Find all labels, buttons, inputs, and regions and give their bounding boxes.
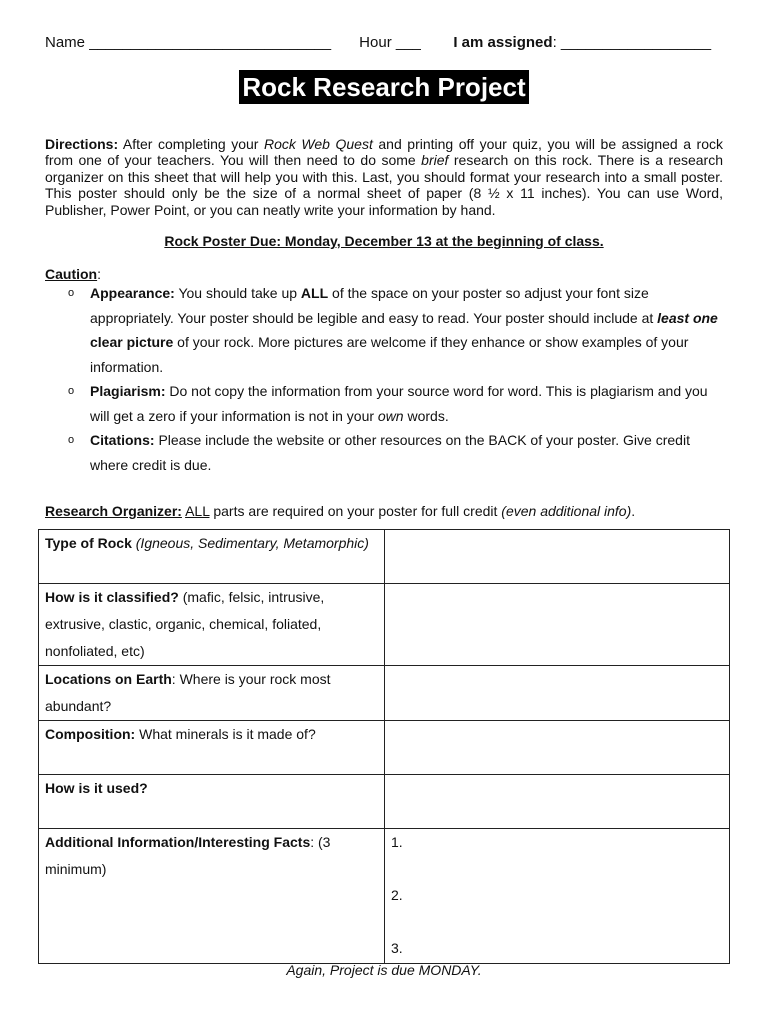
caution-item-emphasis: clear picture	[90, 334, 174, 350]
caution-item-text: words.	[403, 407, 449, 424]
directions-label: Directions:	[45, 136, 119, 152]
table-row	[39, 721, 730, 775]
answer-cell-type[interactable]	[385, 530, 730, 584]
due-date: Rock Poster Due: Monday, December 13 at the beginning of class.	[164, 233, 604, 249]
research-organizer-table	[38, 529, 730, 964]
row-label: How is it used?	[45, 780, 148, 796]
row-label: Locations on Earth	[45, 671, 172, 687]
page-title: Rock Research Project	[239, 70, 528, 104]
name-label: Name	[45, 34, 86, 51]
assigned-label: I am assigned	[453, 34, 553, 51]
caution-label: Caution	[45, 266, 98, 282]
caution-item-text: Do not copy the information from your source word for word. This is plagiarism and you will get a zero if your information is not in your	[90, 383, 708, 424]
organizer-note: (even additional info)	[501, 503, 632, 519]
bullet-icon: o	[68, 434, 75, 446]
table-row	[39, 584, 730, 666]
caution-item-text: Please include the website or other resources on the BACK of your poster. Give credit where credit is due.	[90, 432, 690, 473]
caution-item-text: of the space on your poster so adjust your font size appropriately. Your poster should be legible and easy to read. Your poster should include at	[90, 285, 658, 326]
row-label-cell	[39, 775, 385, 829]
caution-item-emphasis: ALL	[300, 285, 329, 301]
row-label-cell	[39, 721, 385, 775]
table-row	[39, 829, 730, 964]
caution-item-emphasis: least one	[657, 309, 718, 326]
organizer-text: parts are required on your poster for full credit	[209, 503, 502, 519]
caution-item-plagiarism	[68, 379, 728, 428]
row-label-cell	[39, 530, 385, 584]
directions-text: and printing off your quiz, you will be assigned a rock from one of your teachers. You will then need to do some	[45, 136, 723, 169]
row-detail: (mafic, felsic, intrusive, extrusive, clastic, organic, chemical, foliated, nonfoliated, etc)	[45, 589, 325, 659]
caution-colon: :	[97, 266, 101, 282]
fact-number: 1.	[391, 834, 403, 850]
footer-reminder: Again, Project is due MONDAY.	[286, 962, 482, 978]
row-label: Additional Information/Interesting Facts	[45, 834, 311, 850]
hour-blank[interactable]: ___	[395, 34, 421, 51]
fact-number: 2.	[391, 887, 403, 903]
name-field[interactable]	[45, 34, 355, 51]
fact-number: 3.	[391, 940, 403, 956]
row-detail: What minerals is it made of?	[135, 726, 316, 742]
hour-label: Hour	[359, 34, 392, 51]
directions-text: research on this rock. There is a research organizer on this sheet that will help you with this. Last, you should format your research into a small poster. This poster should only be the size of a normal sheet of paper (8 ½ x 11 inches). You can use Word, Publisher, Power Point, or you can neatly write your information by hand.	[45, 152, 724, 218]
answer-cell-facts[interactable]	[385, 829, 730, 964]
row-label: Composition:	[45, 726, 136, 742]
table-row	[39, 775, 730, 829]
directions-emphasis: Rock Web Quest	[264, 136, 373, 152]
answer-cell-used[interactable]	[385, 775, 730, 829]
caution-item-citations	[68, 428, 728, 477]
row-label-cell	[39, 666, 385, 721]
bullet-icon: o	[68, 287, 75, 299]
assigned-blank[interactable]: __________________	[560, 34, 712, 51]
row-label-cell	[39, 829, 385, 964]
row-label-cell	[39, 584, 385, 666]
table-row	[39, 530, 730, 584]
directions-paragraph	[45, 136, 723, 218]
answer-cell-composition[interactable]	[385, 721, 730, 775]
assigned-field[interactable]	[453, 34, 711, 51]
caution-item-text: of your rock. More pictures are welcome if they enhance or show examples of your information.	[90, 334, 689, 375]
caution-item-emphasis: own	[377, 407, 404, 424]
table-row	[39, 666, 730, 721]
answer-cell-classified[interactable]	[385, 584, 730, 666]
caution-heading	[45, 266, 101, 282]
row-label: How is it classified?	[45, 589, 179, 605]
row-detail: (Igneous, Sedimentary, Metamorphic)	[131, 535, 369, 551]
organizer-period: .	[631, 503, 636, 519]
caution-item-text: You should take up	[174, 285, 301, 301]
row-label: Type of Rock	[45, 535, 132, 551]
bullet-icon: o	[68, 385, 75, 397]
hour-field[interactable]	[359, 34, 449, 51]
caution-item-appearance	[68, 281, 728, 379]
organizer-label: Research Organizer:	[45, 503, 182, 519]
row-detail: : Where is your rock most abundant?	[45, 671, 331, 714]
row-detail: : (3 minimum)	[45, 834, 331, 877]
caution-item-label: Citations:	[90, 432, 155, 448]
name-blank[interactable]: _____________________________	[89, 34, 332, 51]
assigned-colon: :	[552, 34, 557, 51]
student-info-header	[45, 34, 728, 51]
answer-cell-locations[interactable]	[385, 666, 730, 721]
organizer-all: ALL	[185, 503, 210, 519]
caution-item-label: Plagiarism:	[90, 383, 166, 399]
caution-item-label: Appearance:	[90, 285, 175, 301]
directions-emphasis: brief	[421, 152, 449, 169]
organizer-intro	[45, 503, 635, 519]
title-wrapper	[0, 70, 768, 104]
caution-list	[68, 281, 728, 477]
directions-text: After completing your	[118, 136, 264, 152]
